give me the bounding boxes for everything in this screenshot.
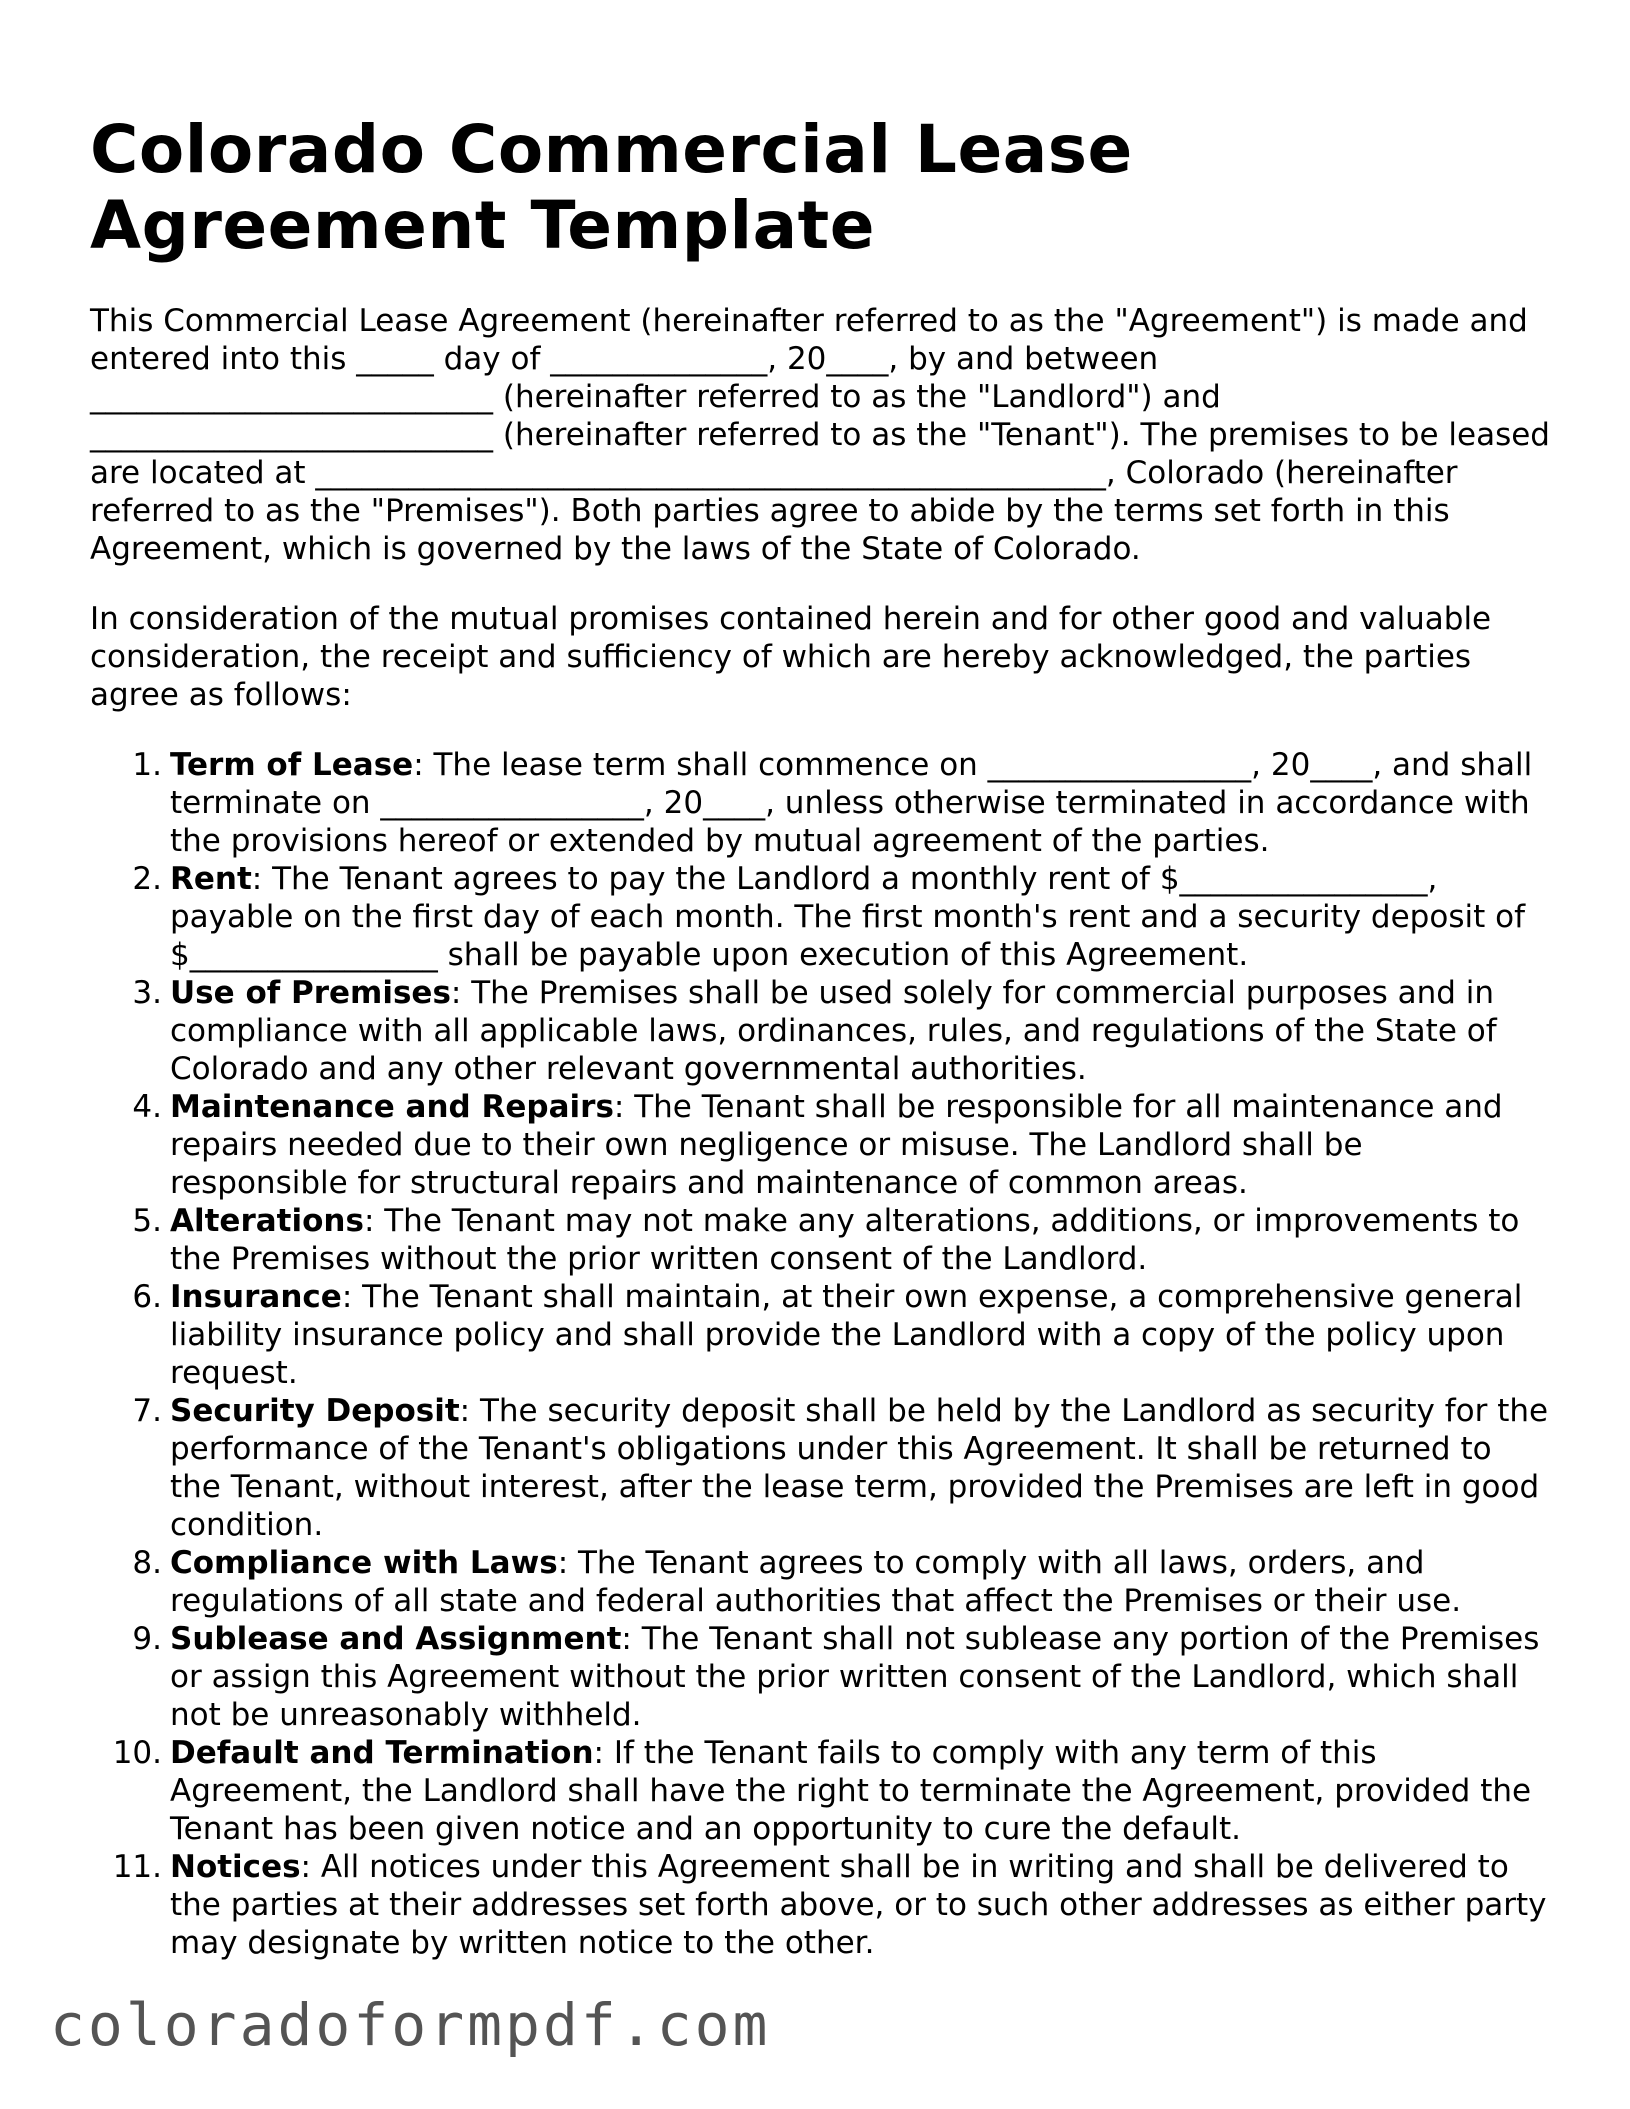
term-number: 11. [112, 1849, 162, 1885]
term-number: 1. [132, 747, 162, 783]
term-item-7 [90, 1392, 1550, 1544]
term-title: Alterations [170, 1203, 364, 1239]
term-text: : The lease term shall commence on _________________, 20____, and shall terminate on _________________, 20____, unless otherwise terminated in accordance with the provisions hereof or extended by mutual agreement of the parties. [170, 747, 1533, 859]
term-item-5 [90, 1202, 1550, 1278]
term-item-10 [90, 1734, 1550, 1848]
term-text: : All notices under this Agreement shall be in writing and shall be delivered to the parties at their addresses set forth above, or to such other addresses as either party may designate by written notice to the other. [170, 1849, 1547, 1961]
intro-paragraph: This Commercial Lease Agreement (hereinafter referred to as the "Agreement") is made and entered into this _____ day of ______________, 20____, by and between __________________________ (hereinafter referred to as the "Landlord") and __________________________ (hereinafter referred to as the "Tenant"). The premises to be leased are located at ___________________________________________________, Colorado (hereinafter referred to as the "Premises"). Both parties agree to abide by the terms set forth in this Agreement, which is governed by the laws of the State of Colorado. [90, 303, 1550, 567]
term-number: 5. [132, 1203, 162, 1239]
consideration-paragraph: In consideration of the mutual promises contained herein and for other good and valuable consideration, the receipt and sufficiency of which are hereby acknowledged, the parties agree as follows: [90, 601, 1492, 713]
term-item-6 [90, 1278, 1550, 1392]
term-number: 3. [132, 975, 162, 1011]
term-item-2 [90, 860, 1550, 974]
term-text: : The Tenant shall not sublease any portion of the Premises or assign this Agreement without the prior written consent of the Landlord, which shall not be unreasonably withheld. [170, 1621, 1540, 1733]
term-item-8 [90, 1544, 1550, 1620]
term-title: Security Deposit [170, 1393, 460, 1429]
term-text: : If the Tenant fails to comply with any term of this Agreement, the Landlord shall have the right to terminate the Agreement, provided the Tenant has been given notice and an opportunity to cure the default. [170, 1735, 1532, 1847]
term-title: Compliance with Laws [170, 1545, 558, 1581]
term-number: 4. [132, 1089, 162, 1125]
term-title: Use of Premises [170, 975, 451, 1011]
term-item-11 [90, 1848, 1550, 1962]
term-text: : The Tenant shall maintain, at their own expense, a comprehensive general liability insurance policy and shall provide the Landlord with a copy of the policy upon request. [170, 1279, 1523, 1391]
term-number: 2. [132, 861, 162, 897]
term-number: 8. [132, 1545, 162, 1581]
term-text: : The Tenant shall be responsible for all maintenance and repairs needed due to their own negligence or misuse. The Landlord shall be responsible for structural repairs and maintenance of common areas. [170, 1089, 1503, 1201]
document-title: Colorado Commercial Lease Agreement Template [90, 111, 1133, 264]
term-title: Sublease and Assignment [170, 1621, 622, 1657]
term-title: Maintenance and Repairs [170, 1089, 614, 1125]
document-page [90, 112, 1550, 1962]
term-text: : The Tenant agrees to comply with all laws, orders, and regulations of all state and federal authorities that affect the Premises or their use. [170, 1545, 1462, 1619]
term-title: Default and Termination [170, 1735, 594, 1771]
term-text: : The Tenant may not make any alterations, additions, or improvements to the Premises without the prior written consent of the Landlord. [170, 1203, 1520, 1277]
term-number: 9. [132, 1621, 162, 1657]
term-title: Insurance [170, 1279, 342, 1315]
term-number: 10. [112, 1735, 162, 1771]
term-title: Rent [170, 861, 252, 897]
term-item-3 [90, 974, 1550, 1088]
term-number: 6. [132, 1279, 162, 1315]
term-text: : The security deposit shall be held by the Landlord as security for the performance of the Tenant's obligations under this Agreement. It shall be returned to the Tenant, without interest, after the lease term, provided the Premises are left in good condition. [170, 1393, 1549, 1543]
term-title: Term of Lease [170, 747, 414, 783]
term-item-1 [90, 746, 1550, 860]
term-number: 7. [132, 1393, 162, 1429]
site-watermark: coloradoformpdf.com [50, 1991, 771, 2059]
term-title: Notices [170, 1849, 301, 1885]
term-item-9 [90, 1620, 1550, 1734]
term-text: : The Tenant agrees to pay the Landlord a monthly rent of $________________, payable on the first day of each month. The first month's rent and a security deposit of $________________ shall be payable upon execution of this Agreement. [170, 861, 1525, 973]
terms-list [90, 746, 1550, 1962]
term-text: : The Premises shall be used solely for commercial purposes and in compliance with all applicable laws, ordinances, rules, and regulations of the State of Colorado and any other relevant governmental authorities. [170, 975, 1497, 1087]
term-item-4 [90, 1088, 1550, 1202]
